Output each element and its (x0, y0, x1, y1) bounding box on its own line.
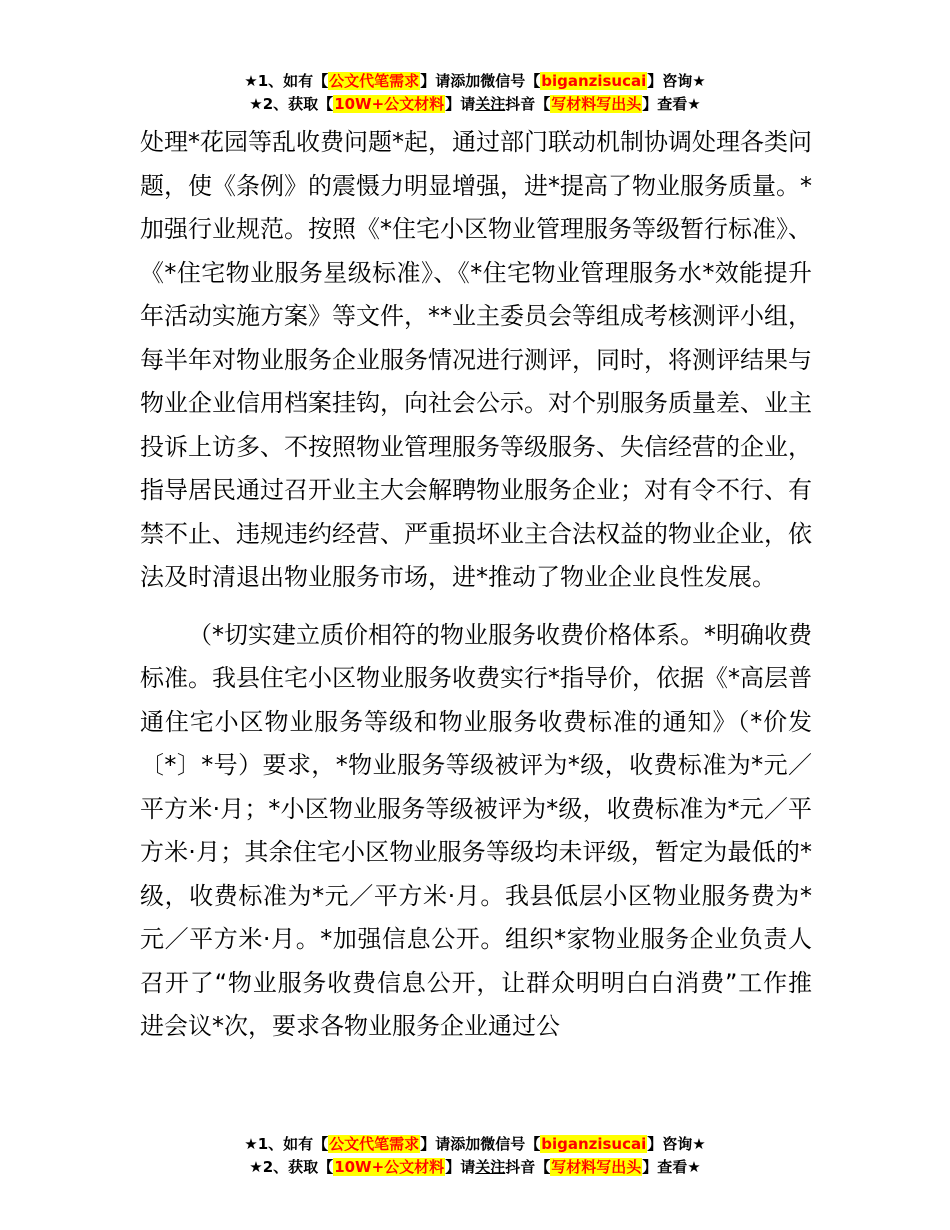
banner-text: 】咨询★ (647, 1135, 706, 1153)
banner-text: 】请 (445, 95, 476, 113)
highlight-ghostwriting: 公文代笔需求 (329, 1135, 420, 1153)
banner-line-2 (0, 1156, 950, 1179)
banner-text: 】请添加微信号【 (420, 1135, 541, 1153)
paragraph-1: 处理*花园等乱收费问题*起，通过部门联动机制协调处理各类问题，使《条例》的震慑力明显增强，进*提高了物业服务质量。*加强行业规范。按照《*住宅小区物业管理服务等级暂行标准》、《*住宅物业服务星级标准》、《*住宅物业管理服务水*效能提升年活动实施方案》等文件，**业主委员会等组成考核测评小组，每半年对物业服务企业服务情况进行测评，同时，将测评结果与物业企业信用档案挂钩，向社会公示。对个别服务质量差、业主投诉上访多、不按照物业管理服务等级服务、失信经营的企业，指导居民通过召开业主大会解聘物业服务企业；对有令不行、有禁不止、违规违约经营、严重损坏业主合法权益的物业企业，依法及时清退出物业服务市场，进*推动了物业企业良性发展。 (140, 128, 812, 591)
banner-text: 抖音【 (505, 95, 551, 113)
banner-text: ★2、获取【 (249, 1158, 334, 1176)
banner-text: 】请 (445, 1158, 476, 1176)
document-body (140, 121, 812, 1049)
header-banner (0, 70, 950, 116)
underlined-follow: 关注 (475, 95, 506, 113)
highlight-ghostwriting: 公文代笔需求 (329, 72, 420, 90)
banner-text: ★2、获取【 (249, 95, 334, 113)
highlight-materials: 10W+公文材料 (334, 95, 445, 113)
banner-text: 】请添加微信号【 (420, 72, 541, 90)
banner-line-2 (0, 93, 950, 116)
banner-line-1 (0, 70, 950, 93)
highlight-douyin-account: 写材料写出头 (551, 1158, 642, 1176)
highlight-douyin-account: 写材料写出头 (551, 95, 642, 113)
banner-text: ★1、如有【 (244, 72, 329, 90)
underlined-follow: 关注 (475, 1158, 506, 1176)
highlight-materials: 10W+公文材料 (334, 1158, 445, 1176)
banner-text: 】查看★ (642, 1158, 701, 1176)
footer-banner (0, 1133, 950, 1179)
highlight-wechat-id: biganzisucai (541, 72, 647, 90)
banner-line-1 (0, 1133, 950, 1156)
banner-text: 】查看★ (642, 95, 701, 113)
banner-text: ★1、如有【 (244, 1135, 329, 1153)
paragraph-2: （*切实建立质价相符的物业服务收费价格体系。*明确收费标准。我县住宅小区物业服务收费实行*指导价，依据《*高层普通住宅小区物业服务等级和物业服务收费标准的通知》（*价发〔*〕*号）要求，*物业服务等级被评为*级，收费标准为*元／平方米·月；*小区物业服务等级被评为*级，收费标准为*元／平方米·月；其余住宅小区物业服务等级均未评级，暂定为最低的*级，收费标准为*元／平方米·月。我县低层小区物业服务费为*元／平方米·月。*加强信息公开。组织*家物业服务企业负责人召开了“物业服务收费信息公开，让群众明明白白消费”工作推进会议*次，要求各物业服务企业通过公 (140, 620, 812, 1040)
banner-text: 抖音【 (505, 1158, 551, 1176)
banner-text: 】咨询★ (647, 72, 706, 90)
highlight-wechat-id: biganzisucai (541, 1135, 647, 1153)
